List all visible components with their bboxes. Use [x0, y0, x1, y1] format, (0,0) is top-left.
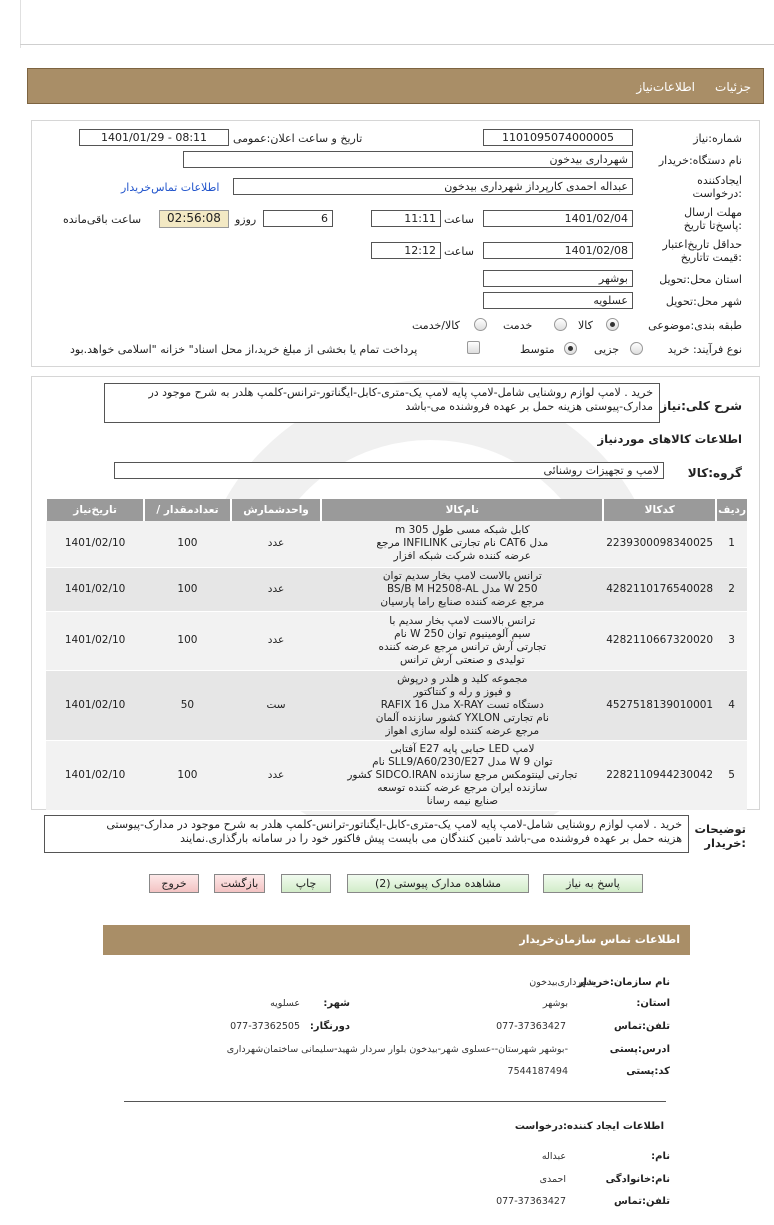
buyer-label: نام دستگاه:خریدار	[658, 154, 742, 167]
col-index: ردیف	[716, 499, 747, 521]
row-date: 1401/02/10	[46, 670, 144, 740]
col-name: نام‌کالا	[321, 499, 603, 521]
row-name-line: عرضه کننده شرکت شبکه افزار	[393, 550, 531, 563]
buyer-field: شهرداری بیدخون	[183, 151, 633, 168]
row-name-line: صنایع نیمه رسانا	[426, 794, 499, 807]
postal-value: 7544187494	[507, 1066, 568, 1077]
items-table	[45, 499, 747, 811]
announce-date-field: 1401/01/29 - 08:11	[79, 129, 229, 146]
radio-service-label: خدمت	[503, 319, 533, 332]
goods-info-title: اطلاعات کالاهای موردنیاز	[597, 432, 742, 446]
validity-label: حداقل تاریخ‌اعتبار :قیمت تا‌تاریخ	[662, 238, 742, 264]
payment-checkbox[interactable]	[467, 341, 480, 354]
payment-note: پرداخت تمام یا بخشی از مبلغ خرید،از محل اسناد" خزانه "اسلامی خواهد.بود	[70, 343, 418, 356]
creator-name-value: عبداله	[541, 1151, 566, 1162]
notes-line-1: خرید . لامپ لوازم روشنایی شامل-لامپ پایه لامپ یک-متری-کابل-ایگناتور-ترانس-کلمپ هلدر به شرح موجود در مدارک-پیوستی	[106, 818, 682, 831]
radio-goods-service-label: کالا/خدمت	[412, 319, 460, 332]
address-value: -بوشهر شهرستان--عسلوی شهر-بیدخون بلوار سردار شهید-سلیمانی ساختمان‌شهرداری	[226, 1044, 568, 1055]
need-number-label: شماره:نیاز	[693, 132, 742, 145]
contact-province-value: بوشهر	[542, 998, 568, 1009]
back-button[interactable]: بازگشت	[214, 874, 265, 893]
row-qty: 100	[144, 567, 230, 611]
view-attachments-button[interactable]: مشاهده مدارک پیوستی (2)	[347, 874, 529, 893]
row-qty: 50	[144, 670, 230, 740]
fax-value: 077-37362505	[230, 1021, 300, 1032]
radio-medium-label: متوسط	[520, 343, 555, 356]
phone-value: 077-37363427	[496, 1021, 566, 1032]
radio-medium[interactable]	[564, 342, 577, 355]
contact-city-label: شهر:	[323, 998, 350, 1009]
buyer-contact-link[interactable]: اطلاعات تماس‌خریدار	[121, 181, 220, 194]
org-label: نام سازمان:خریدار	[577, 977, 670, 988]
tab-details[interactable]: جزئیات	[715, 80, 751, 94]
col-qty: تعدادمقدار /	[144, 499, 230, 521]
postal-label: کد:پستی	[626, 1066, 670, 1077]
header-bar	[27, 68, 764, 104]
contact-header-bar	[103, 925, 690, 955]
remaining-label: ساعت باقی‌مانده	[63, 213, 142, 226]
row-name-line: توان W 9 مدل SLL9/A60/230/E27 نام	[372, 755, 553, 768]
row-name-line: نام تجارتی YXLON کشور سازنده آلمان	[375, 711, 549, 724]
row-unit: عدد	[231, 611, 322, 670]
creator-field: عبداله احمدی کارپرداز شهرداری بیدخون	[233, 178, 633, 195]
row-index: 1	[716, 521, 747, 567]
radio-partial-label: جزیی	[594, 343, 620, 356]
validity-time-label: ساعت	[444, 245, 474, 258]
creator-family-value: احمدی	[539, 1174, 566, 1185]
radio-goods-label: کالا	[578, 319, 593, 332]
row-index: 4	[716, 670, 747, 740]
row-date: 1401/02/10	[46, 611, 144, 670]
row-code: 2239300098340025	[603, 521, 716, 567]
contact-province-label: استان:	[636, 998, 670, 1009]
contact-city-value: عسلویه	[270, 998, 300, 1009]
table-row	[46, 740, 747, 810]
row-unit: ست	[231, 670, 322, 740]
deadline-label: مهلت ارسال :پاسخ‌تا تاریخ	[683, 206, 742, 232]
row-name-line: سیم آلومینیوم توان W 250 نام	[394, 627, 531, 640]
row-code: 4282110667320020	[603, 611, 716, 670]
buyer-notes-box	[44, 815, 689, 853]
row-index: 5	[716, 740, 747, 810]
deadline-date-field: 1401/02/04	[483, 210, 633, 227]
print-button[interactable]: چاپ	[281, 874, 331, 893]
city-field: عسلویه	[483, 292, 633, 309]
row-code: 4527518139010001	[603, 670, 716, 740]
creator-family-label: نام:خانوادگی	[605, 1174, 670, 1185]
remaining-timer: 02:56:08	[159, 210, 229, 228]
city-label: شهر محل:تحویل	[665, 295, 742, 308]
desc-line-1: خرید . لامپ لوازم روشنایی شامل-لامپ پایه لامپ یک-متری-کابل-ایگناتور-ترانس-کلمپ هلدر به شرح موجود در	[148, 386, 653, 399]
row-name	[321, 670, 603, 740]
col-unit: واحدشمارش	[231, 499, 322, 521]
announce-label: تاریخ و ساعت اعلان:عمومی	[233, 132, 363, 145]
tab-need-info[interactable]: اطلاعات‌نیاز	[636, 80, 695, 94]
deadline-time-label: ساعت	[444, 213, 474, 226]
row-name	[321, 611, 603, 670]
creator-phone-value: 077-37363427	[496, 1196, 566, 1207]
row-qty: 100	[144, 521, 230, 567]
exit-button[interactable]: خروج	[149, 874, 199, 893]
contact-divider	[124, 1101, 666, 1102]
process-label: نوع فرآیند: خرید	[667, 343, 742, 356]
row-name-line: تجارتی آرش ترانس مرجع عرضه کننده	[378, 640, 547, 653]
creator-info-title: اطلاعات ایجاد کننده:درخواست	[514, 1121, 664, 1132]
days-field: 6	[263, 210, 333, 227]
table-row	[46, 521, 747, 567]
row-name-line: کابل شبکه مسی طول m 305	[395, 524, 530, 537]
goods-group-field: لامپ و تجهیزات روشنائی	[114, 462, 664, 479]
row-unit: عدد	[231, 740, 322, 810]
row-index: 3	[716, 611, 747, 670]
province-field: بوشهر	[483, 270, 633, 287]
row-name-line: ترانس بالاست لامپ بخار سدیم توان	[382, 569, 542, 582]
row-name-line: مدل CAT6 نام تجارتی INFILINK مرجع	[376, 537, 549, 550]
table-header-row	[46, 499, 747, 521]
desc-box	[104, 383, 660, 423]
row-qty: 100	[144, 740, 230, 810]
row-index: 2	[716, 567, 747, 611]
category-label: طبقه بندی:موضوعی	[648, 319, 742, 332]
row-name-line: دستگاه تست X-RAY مدل RAFIX 16	[380, 698, 544, 711]
org-value: شهرداری‌بیدخون	[529, 977, 594, 988]
row-name-line: تولیدی و صنعتی آرش ترانس	[399, 653, 525, 666]
row-name-line: سازنده ایران مرجع عرضه کننده توسعه	[377, 781, 548, 794]
radio-partial[interactable]	[630, 342, 643, 355]
day-label: روزو	[235, 213, 257, 226]
contact-title: اطلاعات تماس سازمان‌خریدار	[519, 933, 680, 946]
top-divider	[20, 44, 774, 45]
buyer-notes-label: توضیحات :خریدار	[694, 822, 746, 850]
fax-label: دورنگار:	[309, 1021, 350, 1032]
validity-date-field: 1401/02/08	[483, 242, 633, 259]
table-row	[46, 567, 747, 611]
row-name-line: مرجع عرضه کننده لوله سازی اهواز	[385, 724, 540, 737]
creator-name-label: نام:	[651, 1151, 670, 1162]
row-name-line: مرجع عرضه کننده صنایع راما پارسیان	[380, 595, 545, 608]
radio-goods[interactable]	[606, 318, 619, 331]
row-date: 1401/02/10	[46, 521, 144, 567]
row-qty: 100	[144, 611, 230, 670]
col-code: کدکالا	[603, 499, 716, 521]
row-name-line: مجموعه کلید و هلدر و درپوش	[397, 672, 528, 685]
row-unit: عدد	[231, 567, 322, 611]
row-name	[321, 567, 603, 611]
deadline-time-field: 11:11	[371, 210, 441, 227]
table-row	[46, 611, 747, 670]
creator-phone-label: تلفن:تماس	[613, 1196, 670, 1207]
row-name-line: و فیوز و رله و کنتاکتور	[413, 685, 512, 698]
items-table-wrap	[45, 499, 747, 811]
row-name	[321, 521, 603, 567]
row-code: 2282110944230042	[603, 740, 716, 810]
row-name-line: تجارتی لینتومکس مرجع سازنده SIDCO.IRAN کشور	[347, 768, 578, 781]
desc-line-2: مدارک-پیوستی هزینه حمل بر عهده فروشنده می-باشد	[405, 400, 653, 413]
need-number-field: 1101095074000005	[483, 129, 633, 146]
row-name-line: W 250 مدل BS/B M H2508-AL	[387, 582, 538, 595]
table-row	[46, 670, 747, 740]
row-name-line: ترانس بالاست لامپ بخار سدیم با	[389, 614, 536, 627]
reply-button[interactable]: پاسخ به نیاز	[543, 874, 643, 893]
row-date: 1401/02/10	[46, 567, 144, 611]
row-name	[321, 740, 603, 810]
radio-service[interactable]	[554, 318, 567, 331]
province-label: استان محل:تحویل	[659, 273, 742, 286]
desc-label: شرح کلی:نیاز	[660, 399, 742, 413]
validity-time-field: 12:12	[371, 242, 441, 259]
row-date: 1401/02/10	[46, 740, 144, 810]
creator-label: ایجادکننده :درخواست	[692, 174, 742, 200]
row-code: 4282110176540028	[603, 567, 716, 611]
goods-group-label: گروه:کالا	[687, 466, 742, 480]
row-unit: عدد	[231, 521, 322, 567]
col-date: تاریخ‌نیاز	[46, 499, 144, 521]
notes-line-2: هزینه حمل بر عهده فروشنده می-باشد تامین کنندگان می بایست پیش فاکتور خود را در سامانه بارگذاری.نمایند	[180, 832, 682, 845]
radio-goods-service[interactable]	[474, 318, 487, 331]
address-label: ادرس:پستی	[609, 1044, 670, 1055]
row-name-line: لامپ LED حبابی پایه E27 آفتابی	[390, 742, 535, 755]
phone-label: تلفن:تماس	[613, 1021, 670, 1032]
